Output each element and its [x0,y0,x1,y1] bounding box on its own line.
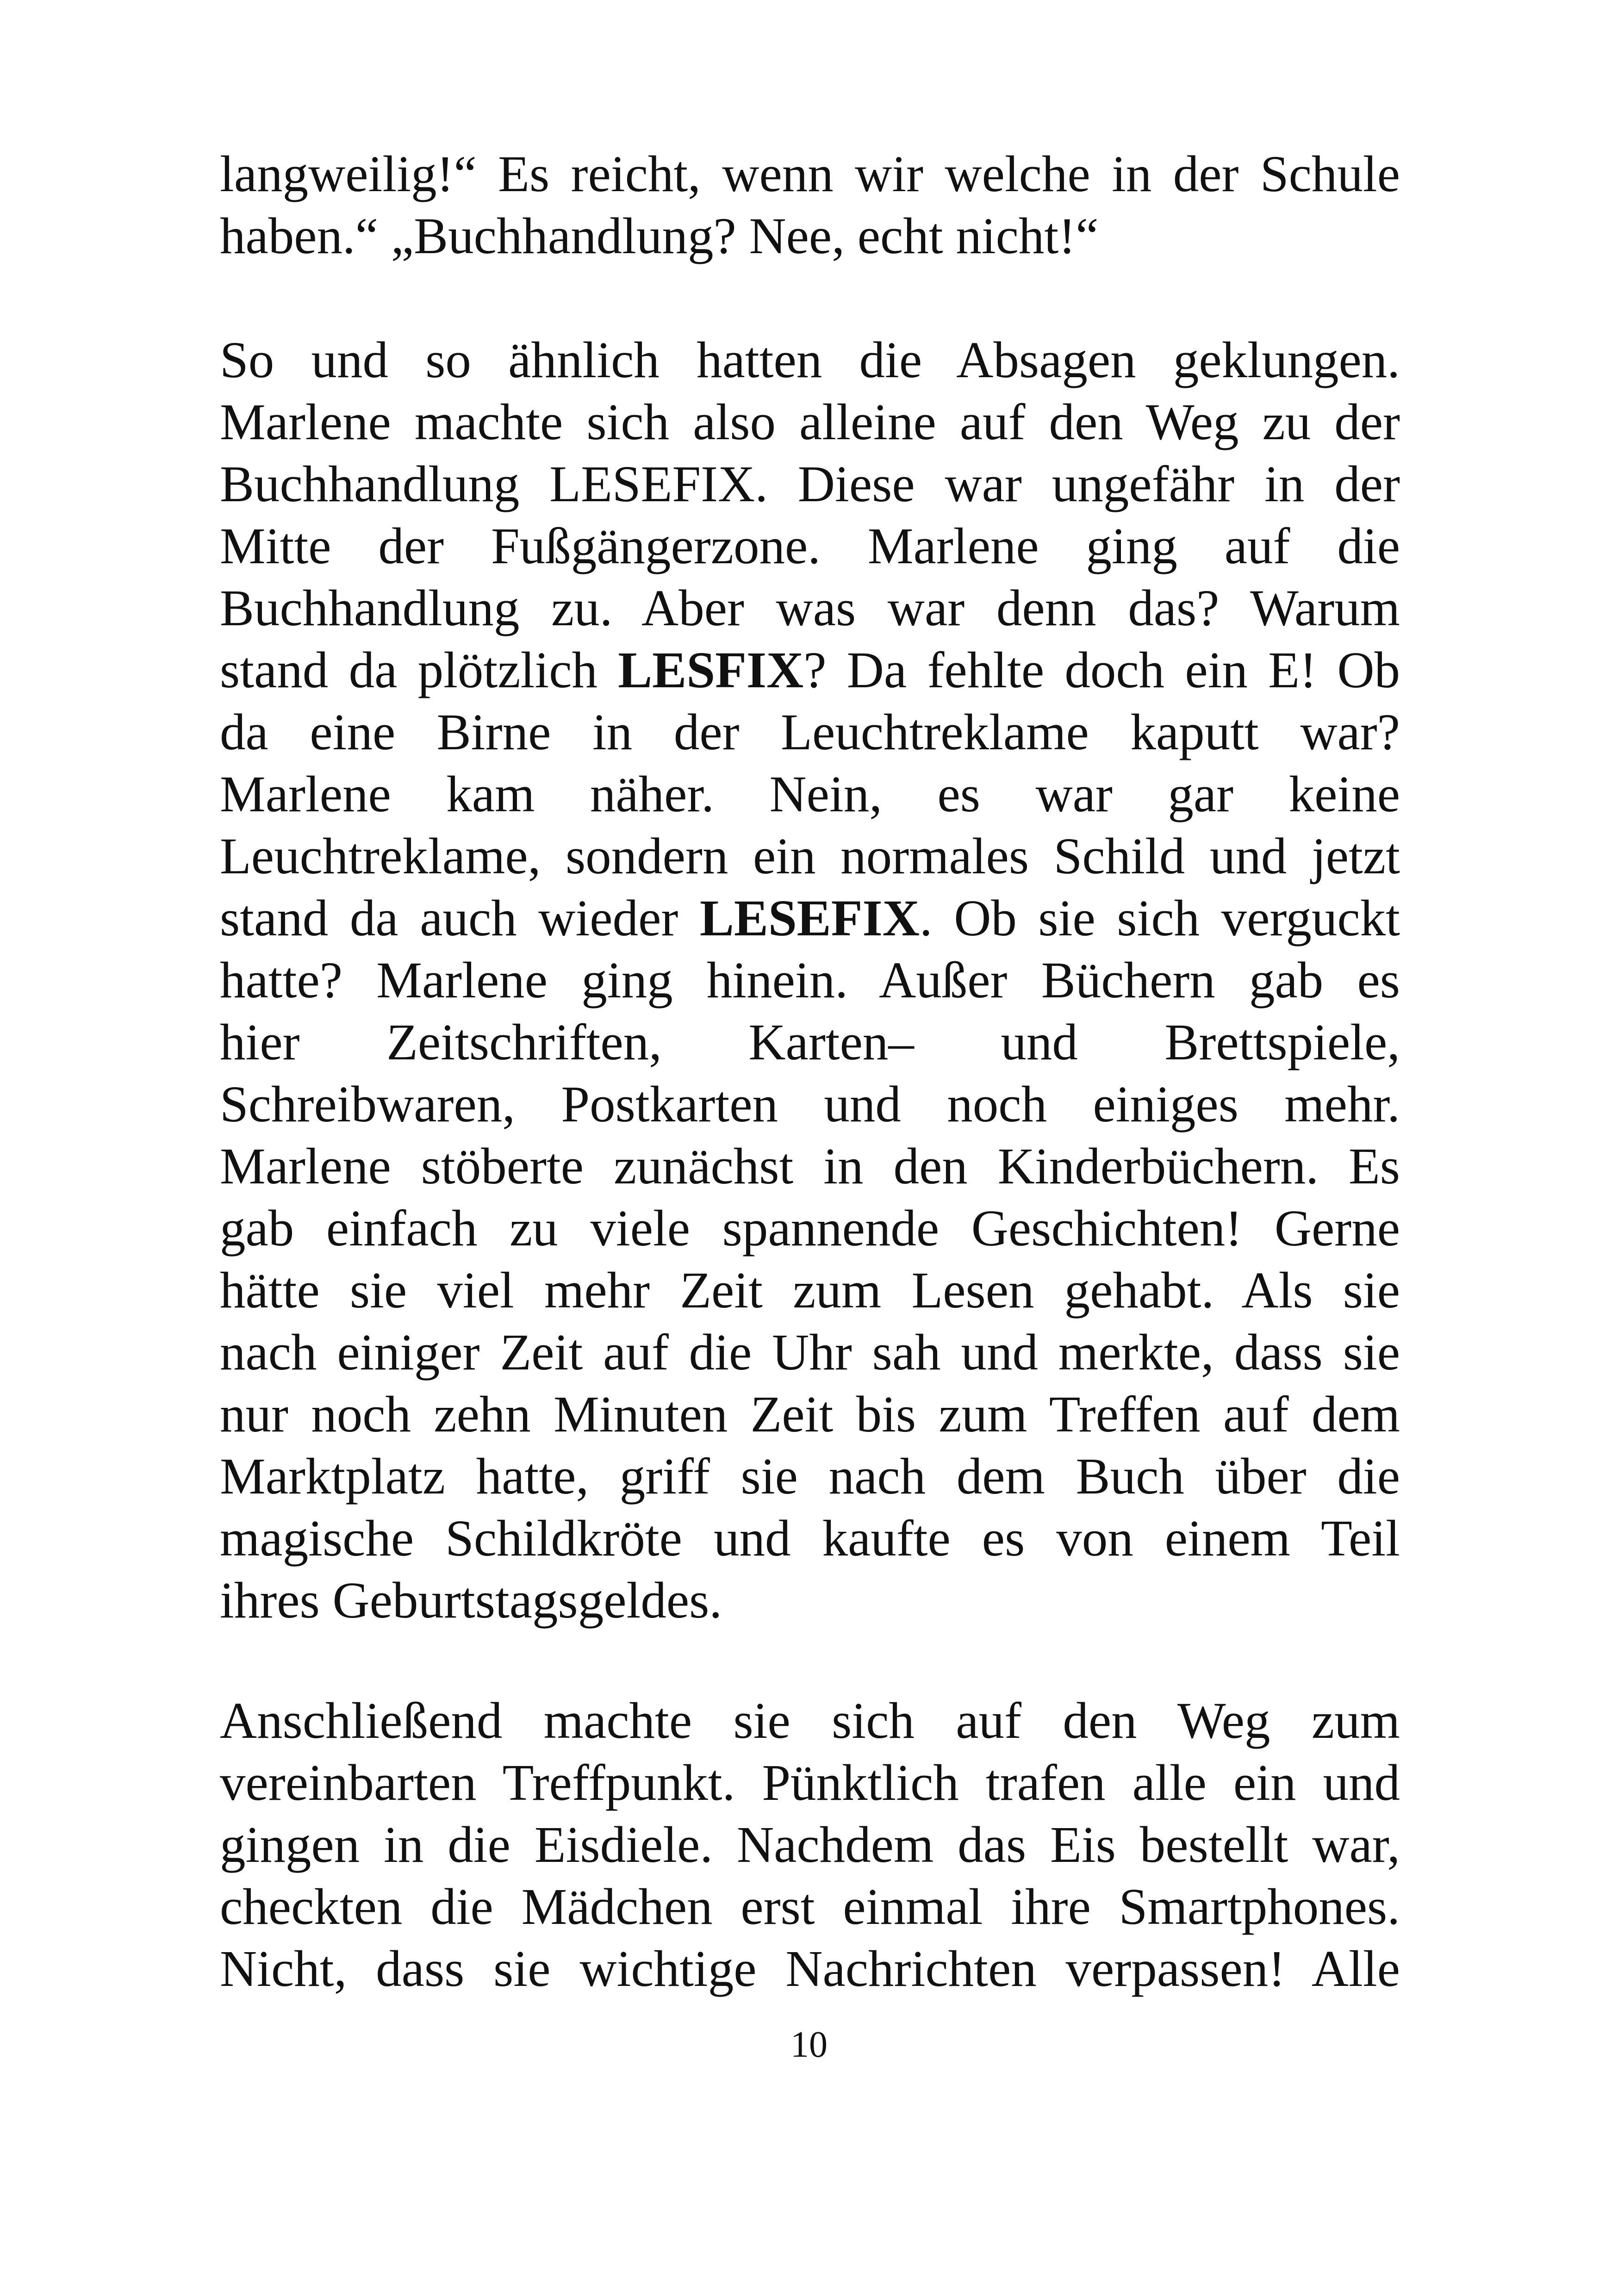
text-line: checkten die Mädchen erst einmal ihre Smartphones. [220,1879,1400,1935]
text-line: Marlene machte sich also alleine auf den Weg zu der [220,394,1400,451]
text-line: hier Zeitschriften, Karten– und Brettspiele, [220,1014,1400,1071]
text-line: gingen in die Eisdiele. Nachdem das Eis bestellt war, [220,1817,1400,1873]
text-line: Mitte der Fußgängerzone. Marlene ging auf die [220,518,1400,575]
text-run: ? Da fehlte doch ein E! Ob [803,642,1400,699]
text-line: Marktplatz hatte, griff sie nach dem Buch über die [220,1448,1400,1505]
text-line: Anschließend machte sie sich auf den Weg zum [220,1692,1400,1749]
text-line: So und so ähnlich hatten die Absagen geklungen. [220,332,1400,389]
text-line: Buchhandlung LESEFIX. Diese war ungefähr in der [220,456,1400,513]
text-run: . Ob sie sich verguckt [919,890,1400,947]
text-line: magische Schildkröte und kaufte es von einem Teil [220,1510,1400,1567]
text-line: Marlene kam näher. Nein, es war gar keine [220,766,1400,823]
text-line: Buchhandlung zu. Aber was war denn das? Warum [220,580,1400,637]
paragraph-2 [220,330,1400,1632]
page-number: 10 [790,2024,828,2065]
text-line: nach einiger Zeit auf die Uhr sah und merkte, dass sie [220,1324,1400,1381]
text-line: gab einfach zu viele spannende Geschichten! Gerne [220,1200,1400,1257]
text-line: langweilig!“ Es reicht, wenn wir welche in der Schule [220,146,1400,203]
text-line: Leuchtreklame, sondern ein normales Schild und jetzt [220,828,1400,885]
text-line: Schreibwaren, Postkarten und noch einiges mehr. [220,1076,1400,1133]
text-line: hatte? Marlene ging hinein. Außer Büchern gab es [220,952,1400,1009]
paragraph-1 [220,143,1400,268]
text-line [220,640,1400,702]
paragraph-3 [220,1690,1400,2000]
text-line: Marlene stöberte zunächst in den Kinderbüchern. Es [220,1138,1400,1195]
text-run: stand da plötzlich [220,642,618,699]
bold-shop-name: LESEFIX [699,890,920,947]
text-line: ihres Geburtstagsgeldes. [220,1572,722,1629]
bold-shop-name: LESFIX [618,642,804,699]
text-line: haben.“ „Buchhandlung? Nee, echt nicht!“ [220,208,1099,265]
text-line: nur noch zehn Minuten Zeit bis zum Treffen auf dem [220,1386,1400,1443]
text-line [220,888,1400,950]
text-line: hätte sie viel mehr Zeit zum Lesen gehabt. Als sie [220,1262,1400,1319]
text-line: vereinbarten Treffpunkt. Pünktlich trafen alle ein und [220,1755,1400,1811]
text-line: Nicht, dass sie wichtige Nachrichten verpassen! Alle [220,1941,1400,1997]
text-run: stand da auch wieder [220,890,700,947]
text-line: da eine Birne in der Leuchtreklame kaputt war? [220,704,1400,761]
